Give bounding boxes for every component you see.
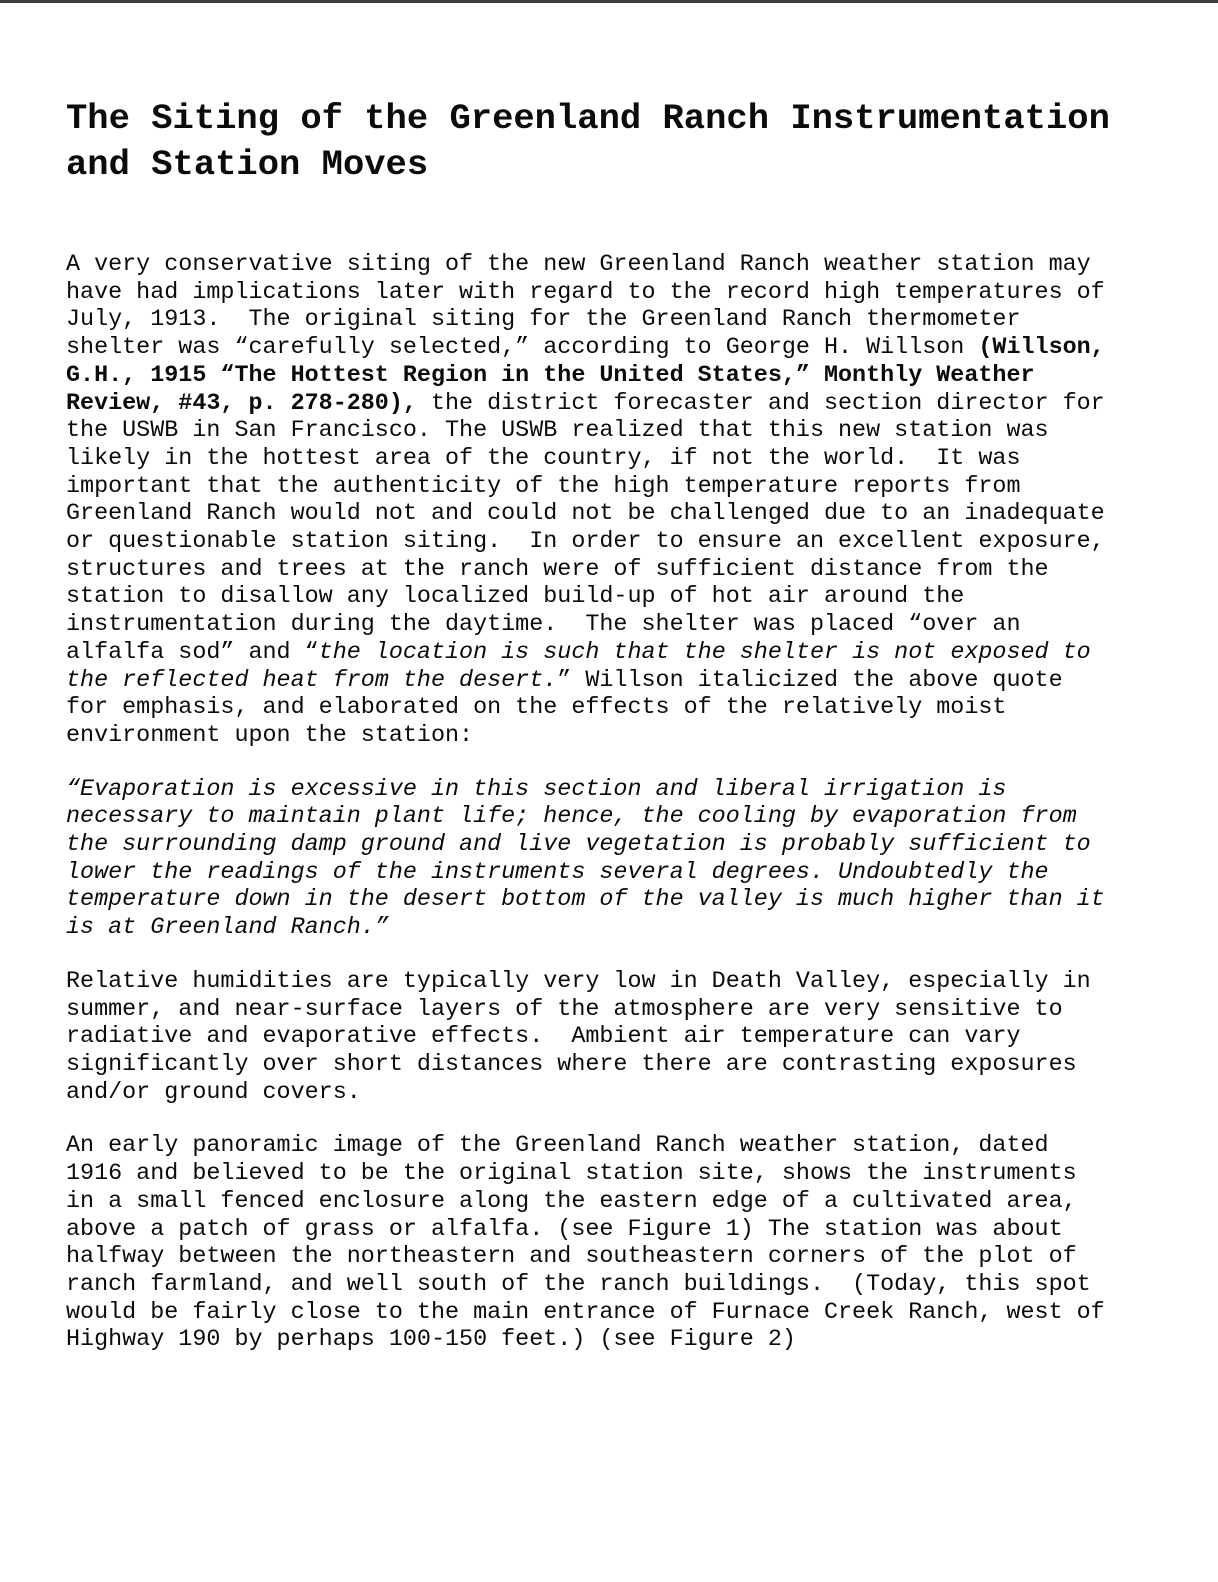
text-run: or questionable station siting. In order to ensure an excellent exposure, bbox=[66, 529, 1105, 556]
text-run: significantly over short distances where there are contrasting exposures bbox=[66, 1051, 1077, 1078]
text-line bbox=[66, 557, 1218, 585]
text-line bbox=[66, 1217, 1218, 1245]
paragraph-willson-quote bbox=[66, 777, 1218, 943]
text-run: environment upon the station: bbox=[66, 722, 474, 749]
text-run: halfway between the northeastern and southeastern corners of the plot of bbox=[66, 1244, 1077, 1271]
text-line bbox=[66, 307, 1218, 335]
text-run: alfalfa sod” and “ bbox=[66, 639, 319, 666]
text-run: Highway 190 by perhaps 100-150 feet.) (see Figure 2) bbox=[66, 1327, 796, 1354]
text-line bbox=[66, 1052, 1218, 1080]
text-line bbox=[66, 418, 1218, 446]
text-run: summer, and near-surface layers of the atmosphere are very sensitive to bbox=[66, 996, 1063, 1023]
text-run: the district forecaster and section director for bbox=[416, 390, 1105, 417]
text-run: is at Greenland Ranch.” bbox=[66, 915, 389, 942]
text-line bbox=[66, 695, 1218, 723]
text-line bbox=[66, 969, 1218, 997]
text-run: radiative and evaporative effects. Ambient air temperature can vary bbox=[66, 1024, 1021, 1051]
text-run: A very conservative siting of the new Greenland Ranch weather station may bbox=[66, 252, 1091, 278]
text-line bbox=[66, 777, 1218, 805]
text-run: instrumentation during the daytime. The shelter was placed “over an bbox=[66, 612, 1021, 639]
text-run: the location is such that the shelter is not exposed to bbox=[318, 639, 1091, 666]
text-line bbox=[66, 446, 1218, 474]
text-run: necessary to maintain plant life; hence, the cooling by evaporation from bbox=[66, 804, 1077, 831]
text-line bbox=[66, 1189, 1218, 1217]
text-run: and/or ground covers. bbox=[66, 1079, 361, 1106]
text-line bbox=[66, 887, 1218, 915]
text-line bbox=[66, 723, 1218, 751]
text-run: Relative humidities are typically very low in Death Valley, especially in bbox=[66, 968, 1091, 995]
text-run: above a patch of grass or alfalfa. (see Figure 1) The station was about bbox=[66, 1216, 1063, 1243]
text-line bbox=[66, 640, 1218, 668]
text-line bbox=[66, 915, 1218, 943]
text-line bbox=[66, 832, 1218, 860]
text-line bbox=[66, 584, 1218, 612]
text-run: likely in the hottest area of the country, if not the world. It was bbox=[66, 445, 1021, 472]
text-line bbox=[66, 363, 1218, 391]
text-run: ranch farmland, and well south of the ranch buildings. (Today, this spot bbox=[66, 1271, 1091, 1298]
text-line bbox=[66, 612, 1218, 640]
text-run: station to disallow any localized build-up of hot air around the bbox=[66, 584, 965, 611]
text-run: “Evaporation is excessive in this section and liberal irrigation is bbox=[66, 776, 1007, 803]
text-run: 1916 and believed to be the original station site, shows the instruments bbox=[66, 1161, 1077, 1188]
page-title-line-2: and Station Moves bbox=[66, 144, 429, 185]
page-title bbox=[66, 96, 1218, 188]
text-run: structures and trees at the ranch were of sufficient distance from the bbox=[66, 556, 1049, 583]
text-line bbox=[66, 474, 1218, 502]
text-line bbox=[66, 391, 1218, 419]
text-run: would be fairly close to the main entrance of Furnace Creek Ranch, west of bbox=[66, 1299, 1105, 1326]
text-line bbox=[66, 668, 1218, 696]
text-line bbox=[66, 252, 1218, 280]
text-line bbox=[66, 997, 1218, 1025]
text-run: temperature down in the desert bottom of the valley is much higher than it bbox=[66, 887, 1105, 914]
text-line bbox=[66, 860, 1218, 888]
text-line bbox=[66, 1161, 1218, 1189]
text-line bbox=[66, 280, 1218, 308]
text-run: the USWB in San Francisco. The USWB realized that this new station was bbox=[66, 418, 1049, 445]
text-run: the surrounding damp ground and live vegetation is probably sufficient to bbox=[66, 832, 1091, 859]
text-run: (Willson, bbox=[978, 335, 1105, 362]
text-run: in a small fenced enclosure along the eastern edge of a cultivated area, bbox=[66, 1188, 1077, 1215]
paragraph-panoramic-image bbox=[66, 1133, 1218, 1355]
text-line bbox=[66, 1272, 1218, 1300]
text-line bbox=[66, 1300, 1218, 1328]
paragraph-siting-intro bbox=[66, 252, 1218, 751]
page-title-line-1: The Siting of the Greenland Ranch Instrumentation bbox=[66, 98, 1110, 139]
text-line bbox=[66, 1133, 1218, 1161]
document-content bbox=[66, 0, 1218, 1355]
text-run: Review, #43, p. 278-280), bbox=[66, 390, 417, 417]
text-run: An early panoramic image of the Greenland Ranch weather station, dated bbox=[66, 1133, 1049, 1160]
text-run: important that the authenticity of the high temperature reports from bbox=[66, 473, 1021, 500]
text-line bbox=[66, 529, 1218, 557]
text-line bbox=[66, 1080, 1218, 1108]
text-run: Greenland Ranch would not and could not be challenged due to an inadequate bbox=[66, 501, 1105, 528]
paragraph-relative-humidities bbox=[66, 969, 1218, 1108]
text-run: shelter was “carefully selected,” according to George H. Willson bbox=[66, 335, 979, 362]
text-line bbox=[66, 501, 1218, 529]
text-line bbox=[66, 1024, 1218, 1052]
text-line bbox=[66, 335, 1218, 363]
text-line bbox=[66, 804, 1218, 832]
text-run: ” Willson italicized the above quote bbox=[557, 667, 1063, 694]
text-run: the reflected heat from the desert. bbox=[66, 667, 558, 694]
text-run: have had implications later with regard to the record high temperatures of bbox=[66, 279, 1105, 306]
text-run: G.H., 1915 “The Hottest Region in the United States,” Monthly Weather bbox=[66, 362, 1035, 389]
text-run: lower the readings of the instruments several degrees. Undoubtedly the bbox=[66, 859, 1049, 886]
text-line bbox=[66, 1327, 1218, 1355]
text-line bbox=[66, 1244, 1218, 1272]
text-run: for emphasis, and elaborated on the effects of the relatively moist bbox=[66, 695, 1007, 722]
text-run: July, 1913. The original siting for the Greenland Ranch thermometer bbox=[66, 307, 1021, 334]
